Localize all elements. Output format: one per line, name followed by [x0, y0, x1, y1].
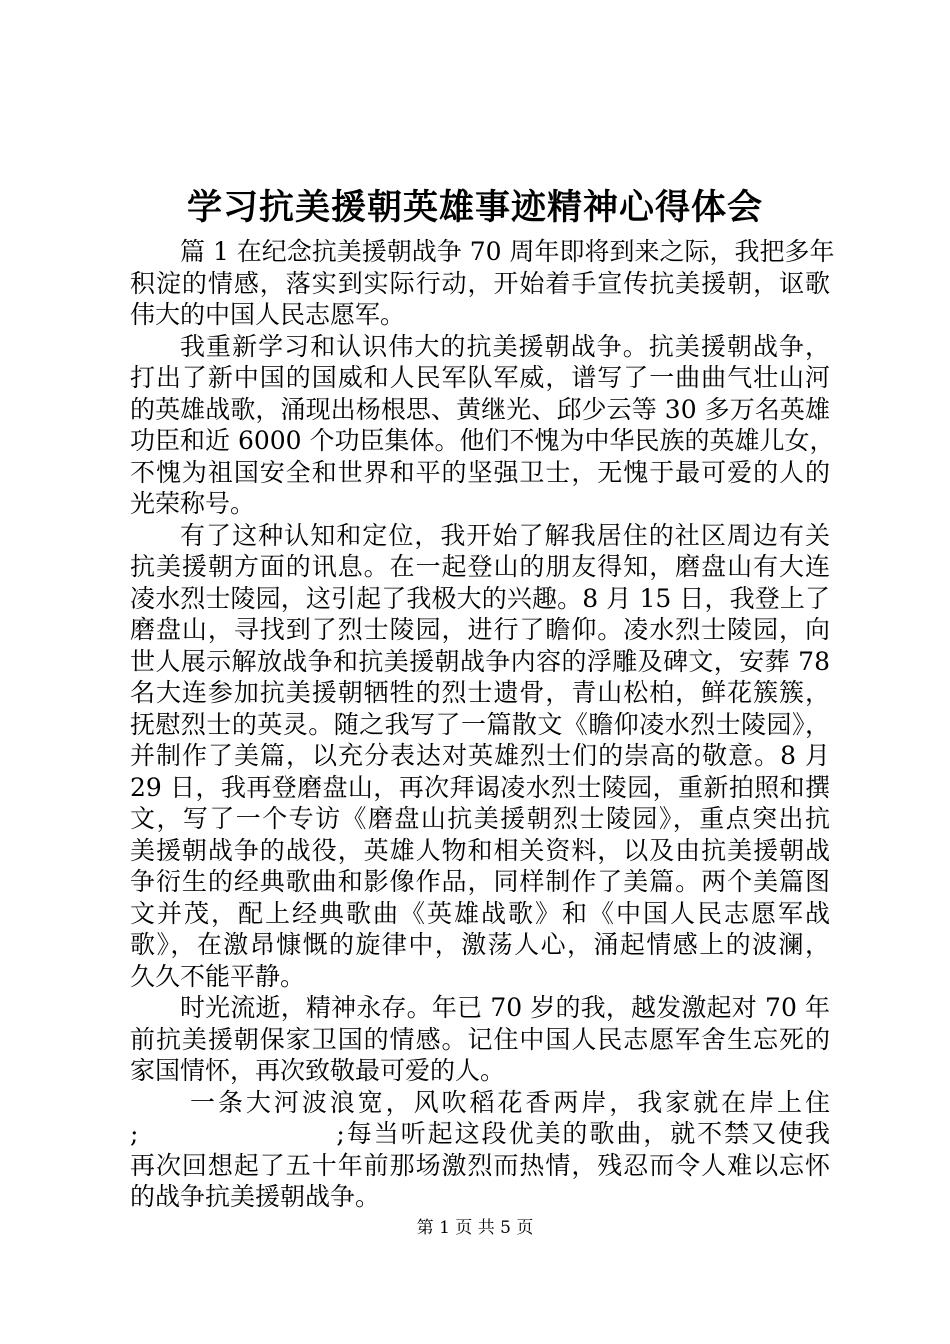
paragraph-line: 我重新学习和认识伟大的抗美援朝战争。抗美援朝战争， — [180, 331, 830, 361]
paragraph-line: ; ;每当听起这段优美的歌曲，就不禁又使我 — [130, 1119, 830, 1148]
document-body — [130, 236, 835, 1213]
paragraph-3 — [130, 520, 830, 993]
paragraph-line: 一条大河波浪宽，风吹稻花香两岸，我家就在岸上住 — [190, 1087, 830, 1117]
paragraph-line: 名大连参加抗美援朝牺牲的烈士遗骨，青山松柏，鲜花簇簇， — [130, 678, 830, 707]
document-title: 学习抗美援朝英雄事迹精神心得体会 — [186, 187, 763, 228]
paragraph-line: 家国情怀，再次致敬最可爱的人。 — [130, 1056, 506, 1085]
paragraph-line: 世人展示解放战争和抗美援朝战争内容的浮雕及碑文，安葬 78 — [130, 646, 830, 676]
paragraph-line: 歌》，在激昂慷慨的旋律中，激荡人心，涌起情感上的波澜， — [130, 930, 830, 959]
paragraph-line: 前抗美援朝保家卫国的情感。记住中国人民志愿军舍生忘死的 — [130, 1024, 830, 1054]
paragraph-line: 有了这种认知和定位，我开始了解我居住的社区周边有关 — [180, 520, 830, 550]
paragraph-line: 并制作了美篇，以充分表达对英雄烈士们的崇高的敬意。8 月 — [130, 741, 830, 770]
paragraph-line: 不愧为祖国安全和世界和平的坚强卫士，无愧于最可爱的人的 — [130, 457, 830, 487]
paragraph-line: 磨盘山，寻找到了烈士陵园，进行了瞻仰。凌水烈士陵园，向 — [130, 615, 830, 644]
paragraph-line: 美援朝战争的战役，英雄人物和相关资料，以及由抗美援朝战 — [130, 835, 830, 865]
paragraph-1 — [130, 236, 835, 331]
paragraph-line: 抚慰烈士的英灵。随之我写了一篇散文《瞻仰凌水烈士陵园》， — [130, 709, 830, 739]
paragraph-line: 功臣和近 6000 个功臣集体。他们不愧为中华民族的英雄儿女， — [130, 426, 835, 455]
paragraph-line: 积淀的情感，落实到实际行动，开始着手宣传抗美援朝，讴歌 — [130, 268, 830, 298]
paragraph-2 — [130, 331, 835, 520]
paragraph-line: 打出了新中国的国威和人民军队军威，谱写了一曲曲气壮山河 — [130, 363, 830, 392]
paragraph-line: 光荣称号。 — [130, 489, 256, 518]
paragraph-line: 凌水烈士陵园，这引起了我极大的兴趣。8 月 15 日，我登上了 — [130, 583, 830, 613]
paragraph-line: 篇 1 在纪念抗美援朝战争 70 周年即将到来之际，我把多年 — [180, 237, 835, 266]
paragraph-line: 争衍生的经典歌曲和影像作品，同样制作了美篇。两个美篇图 — [130, 867, 830, 896]
page-footer: 第 1 页 共 5 页 — [416, 1218, 534, 1238]
paragraph-line: 的英雄战歌，涌现出杨根思、黄继光、邱少云等 30 多万名英雄 — [130, 394, 830, 424]
paragraph-line: 久久不能平静。 — [130, 961, 306, 991]
paragraph-line: 29 日，我再登磨盘山，再次拜谒凌水烈士陵园，重新拍照和撰 — [130, 772, 830, 802]
paragraph-4 — [130, 992, 830, 1087]
paragraph-line: 的战争抗美援朝战争。 — [130, 1182, 381, 1211]
paragraph-line: 伟大的中国人民志愿军。 — [130, 300, 406, 329]
paragraph-line: 文并茂，配上经典歌曲《英雄战歌》和《中国人民志愿军战 — [130, 898, 830, 928]
paragraph-line: 再次回想起了五十年前那场激烈而热情，残忍而令人难以忘怀 — [130, 1150, 830, 1180]
paragraph-line: 抗美援朝方面的讯息。在一起登山的朋友得知，磨盘山有大连 — [130, 552, 830, 581]
paragraph-line: 时光流逝，精神永存。年已 70 岁的我，越发激起对 70 年 — [180, 993, 830, 1022]
paragraph-5 — [130, 1087, 830, 1213]
paragraph-line: 文，写了一个专访《磨盘山抗美援朝烈士陵园》，重点突出抗 — [130, 804, 830, 833]
